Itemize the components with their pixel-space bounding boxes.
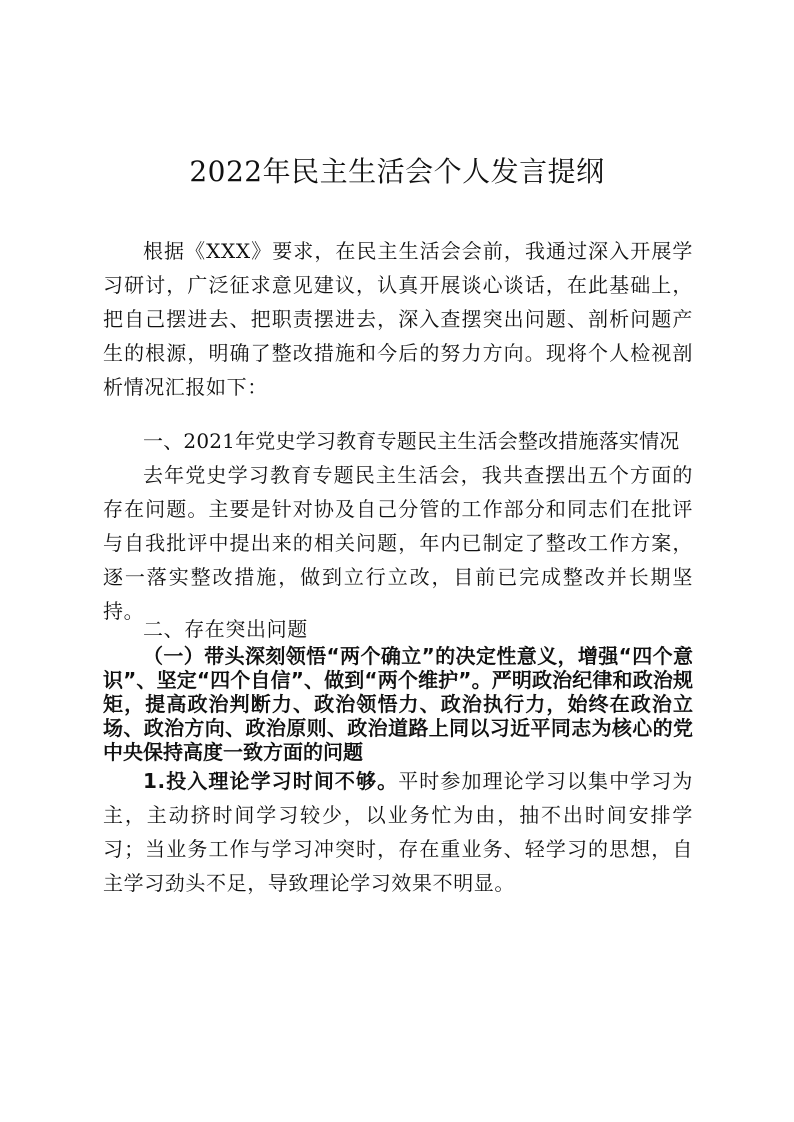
item-1-body: 平时参加理论学习以集中学习为主，主动挤时间学习较少，以业务忙为由，抽不出时间安排学习；当业务工作与学习冲突时，存在重业务、轻学习的思想，自主学习劲头不足，导致理论学习效果不明显。 <box>103 769 693 895</box>
section-1-paragraph: 去年党史学习教育专题民主生活会，我共查摆出五个方面的存在问题。主要是针对协及自己分管的工作部分和同志们在批评与自我批评中提出来的相关问题，年内已制定了整改工作方案， 逐一落实整改措施，做到立行立改，目前已完成整改并长期坚持。 <box>103 463 693 623</box>
item-1-paragraph <box>103 764 693 904</box>
section-2-heading: 二、存在突出问题 <box>143 617 308 641</box>
document-title: 2022年民主生活会个人发言提纲 <box>189 155 605 188</box>
subsection-1-heading: （一）带头深刻领悟“两个确立”的决定性意义，增强“四个意识”、坚定“四个自信”、做到“两个维护”。严明政治纪律和政治规矩，提高政治判断力、政治领悟力、政治执行力，始终在政治立场、政治方向、政治原则、政治道路上同以习近平同志为核心的党中央保持高度一致方面的问题 <box>103 644 693 764</box>
item-1-lead: 1.投入理论学习时间不够。 <box>143 769 399 793</box>
intro-paragraph: 根据《XXX》要求，在民主生活会会前，我通过深入开展学习研讨，广泛征求意见建议，认真开展谈心谈话，在此基础上，把自己摆进去、把职责摆进去，深入查摆突出问题、剖析问题产生的根源，明确了整改措施和今后的努力方向。现将个人检视剖析情况汇报如下： <box>103 239 693 399</box>
section-1-heading: 一、2021年党史学习教育专题民主生活会整改措施落实情况 <box>143 429 680 453</box>
